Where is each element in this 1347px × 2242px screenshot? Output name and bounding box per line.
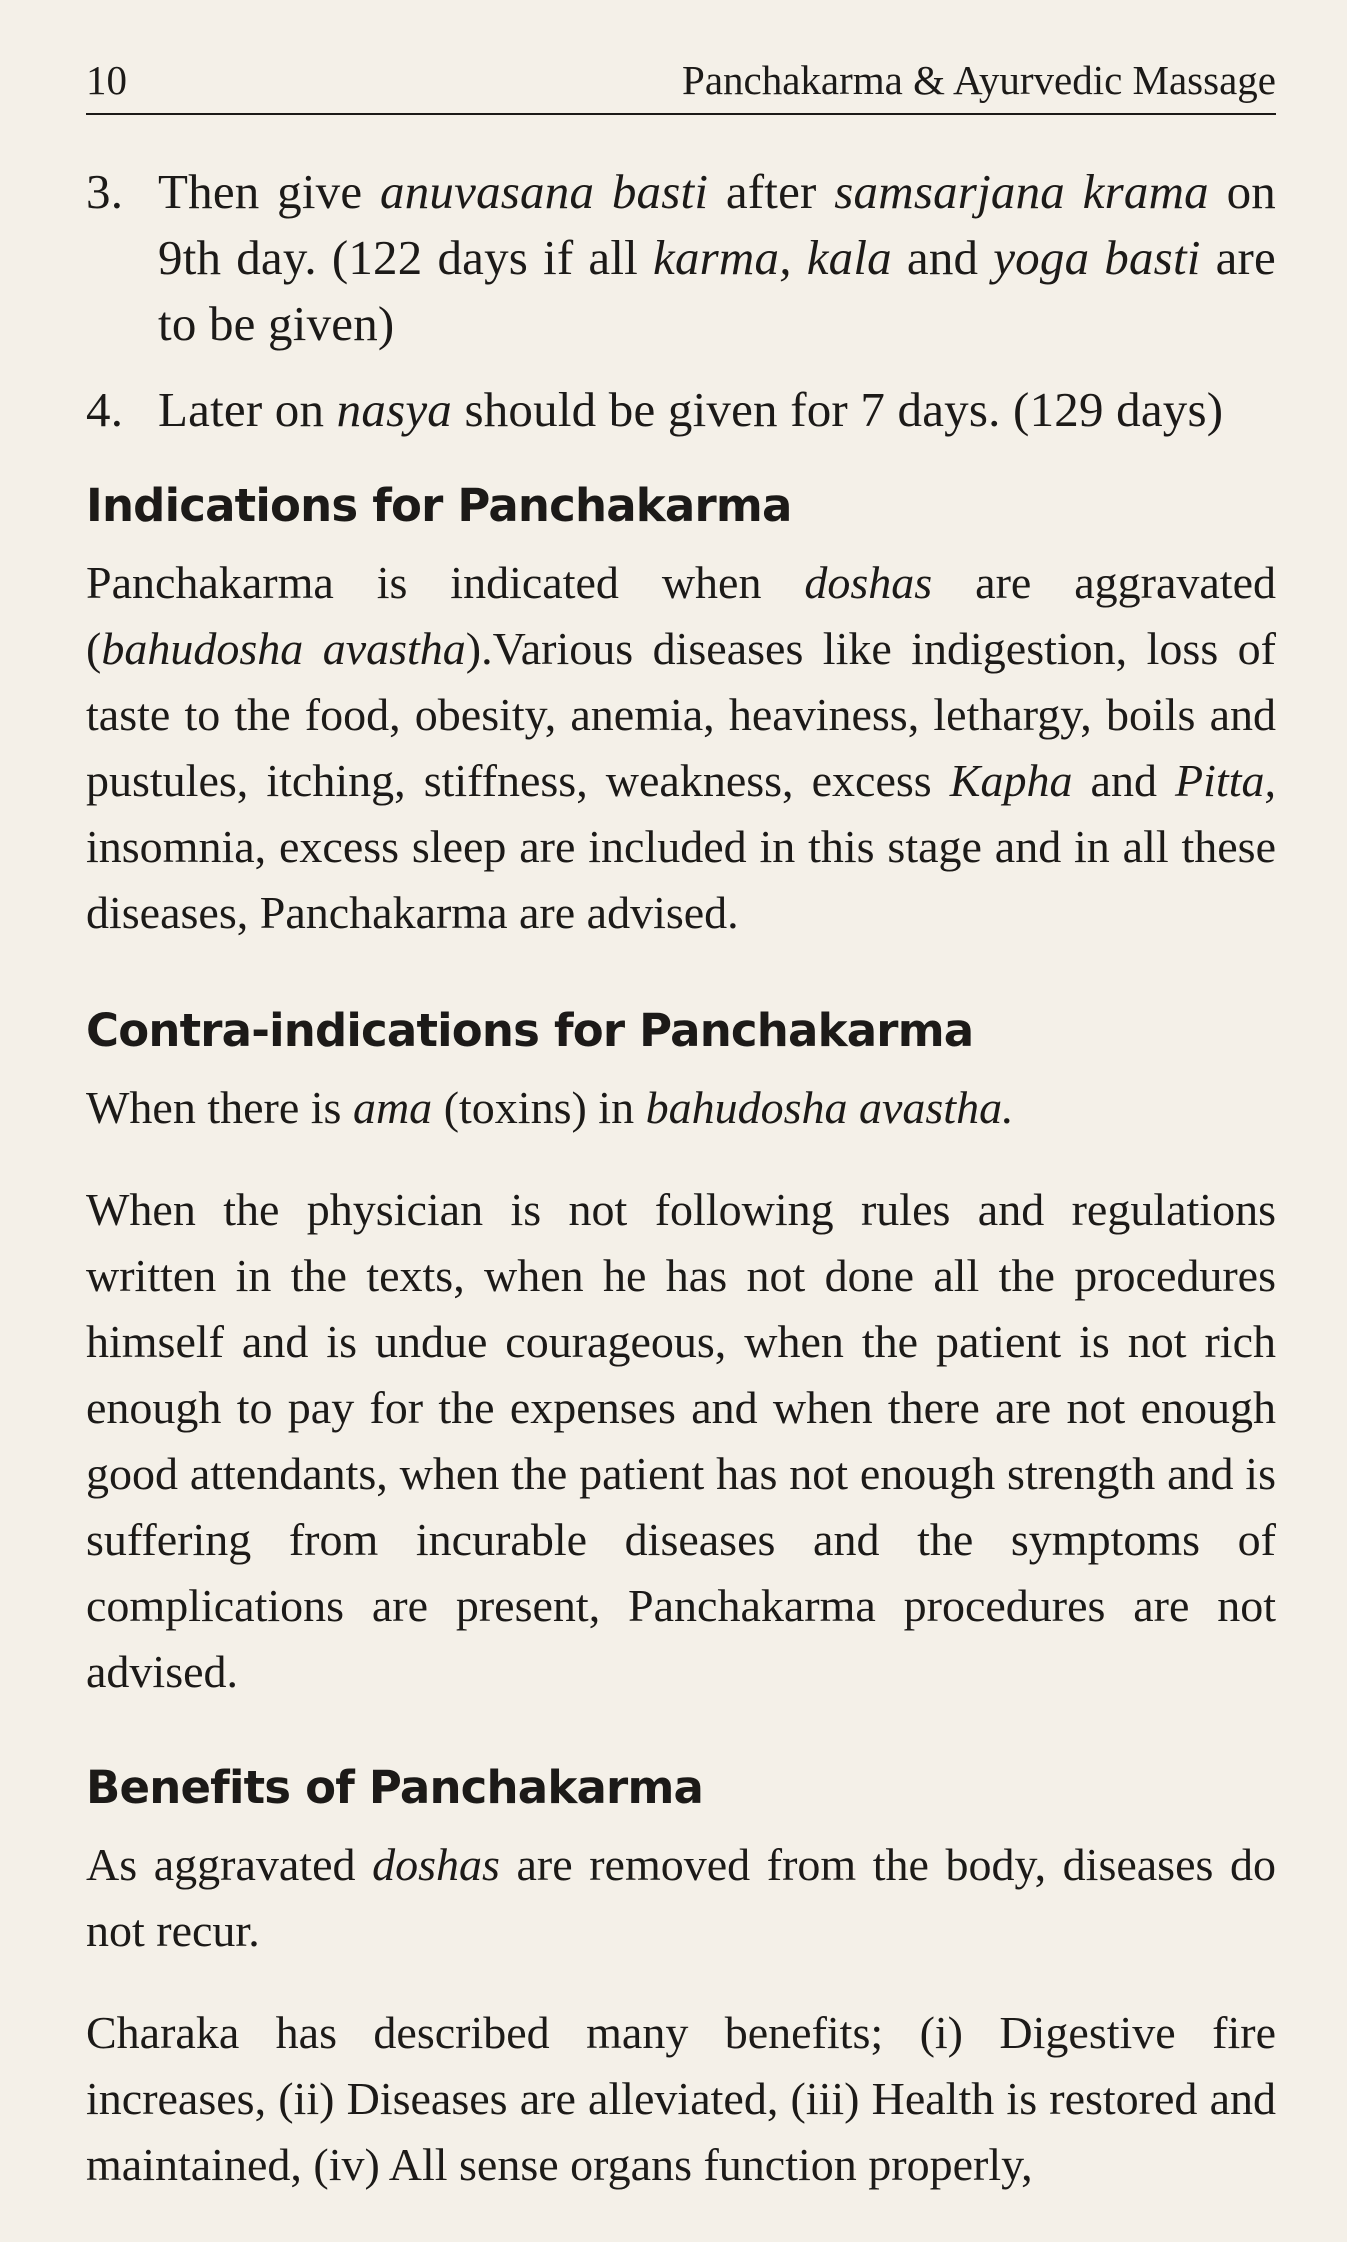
list-item-number: 3. xyxy=(86,164,124,219)
italic-term: doshas xyxy=(804,557,933,608)
benefits-paragraph: Charaka has described many benefits; (i) Digestive fire increases, (ii) Diseases are alleviated, (iii) Health is restored and maintained, (iv) All sense organs function properly, xyxy=(86,2007,1276,2190)
running-header xyxy=(86,57,1276,115)
list-item-text: Later on nasya should be given for 7 days. (129 days) xyxy=(158,382,1224,437)
section-heading-contra-indications: Contra-indications for Panchakarma xyxy=(86,1004,974,1057)
italic-term: nasya xyxy=(336,382,452,437)
italic-term: Pitta, xyxy=(1175,755,1276,806)
italic-term: doshas xyxy=(372,1839,500,1890)
running-title: Panchakarma & Ayurvedic Massage xyxy=(682,57,1276,103)
italic-term: ama xyxy=(352,1082,433,1133)
contra-indications-paragraph: When the physician is not following rules and regulations written in the texts, when he has not done all the procedures himself and is undue courageous, when the patient is not rich enough to pay for the expenses and when there are not enough good attendants, when the patient has not enough strength and is suffering from incurable diseases and the symptoms of complications are present, Panchakarma procedures are not advised. xyxy=(86,1184,1276,1697)
italic-term: kala xyxy=(806,230,892,285)
italic-term: anuvasana basti xyxy=(380,164,709,219)
italic-term: karma, xyxy=(653,230,792,285)
italic-term: samsarjana krama xyxy=(834,164,1209,219)
book-page xyxy=(86,57,1276,2198)
section-heading-indications: Indications for Panchakarma xyxy=(86,479,792,532)
italic-term: Kapha xyxy=(949,755,1073,806)
benefits-paragraph: As aggravated doshas are removed from the body, diseases do not recur. xyxy=(86,1839,1276,1956)
numbered-list xyxy=(86,159,1276,443)
list-item xyxy=(86,377,1276,443)
italic-term: bahudosha avastha xyxy=(101,623,466,674)
italic-term: yoga basti xyxy=(993,230,1201,285)
list-item xyxy=(86,159,1276,357)
italic-term: bahudosha avastha. xyxy=(645,1082,1014,1133)
list-item-text: Then give anuvasana basti after samsarjana krama on 9th day. (122 days if all karma, kala and yoga basti are to be given) xyxy=(158,164,1276,351)
indications-paragraph: Panchakarma is indicated when doshas are aggravated (bahudosha avastha).Various diseases like indigestion, loss of taste to the food, obesity, anemia, heaviness, lethargy, boils and pustules, itching, stiffness, weakness, excess Kapha and Pitta, insomnia, excess sleep are included in this stage and in all these diseases, Panchakarma are advised. xyxy=(86,557,1276,938)
page-number: 10 xyxy=(86,57,127,103)
contra-indications-paragraph: When there is ama (toxins) in bahudosha avastha. xyxy=(86,1082,1014,1133)
section-heading-benefits: Benefits of Panchakarma xyxy=(86,1761,704,1814)
list-item-number: 4. xyxy=(86,382,124,437)
